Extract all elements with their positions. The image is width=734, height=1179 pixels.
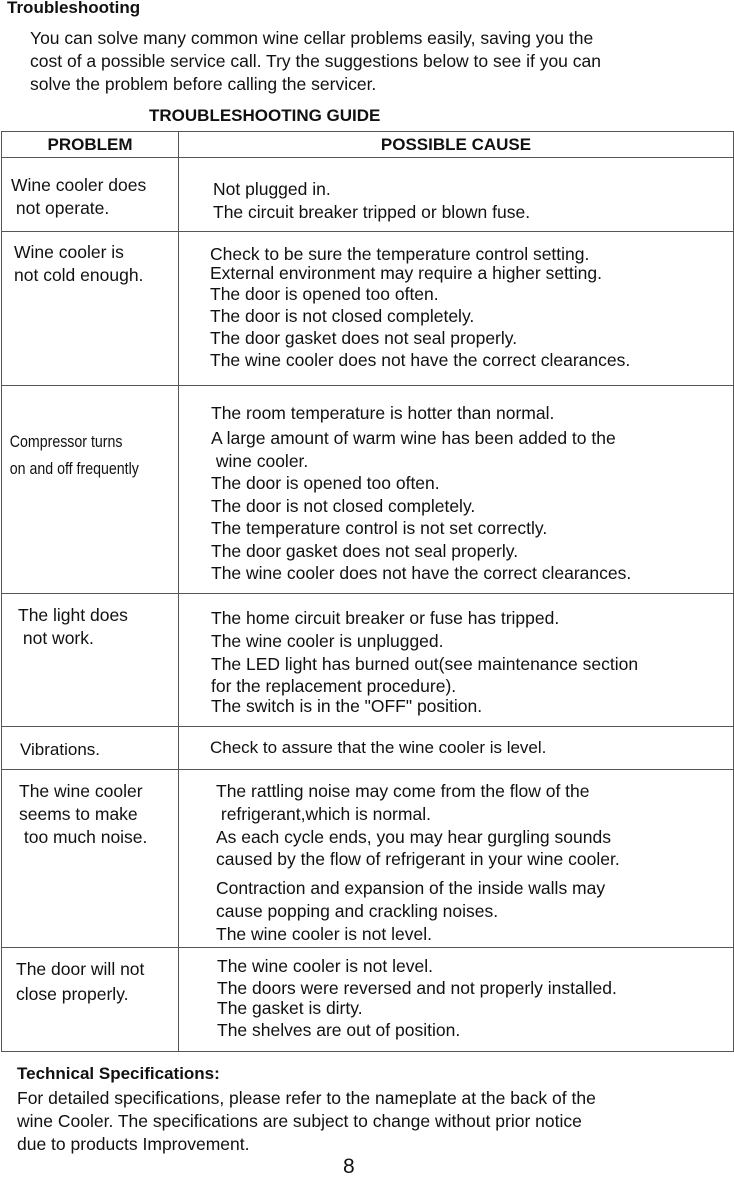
cause-cell — [179, 232, 734, 386]
problem-text: not cold enough. — [14, 265, 144, 285]
problem-text: too much noise. — [19, 827, 148, 847]
intro-line: You can solve many common wine cellar problems easily, saving you the — [30, 28, 594, 48]
problem-cell — [2, 594, 179, 727]
cause-text: A large amount of warm wine has been added to the — [211, 428, 616, 448]
cause-text: The door is not closed completely. — [210, 306, 475, 326]
intro-line: solve the problem before calling the servicer. — [30, 74, 377, 94]
cause-text: The temperature control is not set correctly. — [211, 518, 548, 538]
cause-cell — [179, 594, 734, 727]
cause-text: for the replacement procedure). — [211, 676, 457, 696]
cause-text: The shelves are out of position. — [217, 1020, 461, 1040]
cause-text: refrigerant,which is normal. — [216, 803, 431, 824]
problem-text: Compressor turns — [9, 433, 123, 451]
cause-text: The doors were reversed and not properly installed. — [217, 978, 617, 998]
cause-text: The door gasket does not seal properly. — [211, 540, 519, 561]
guide-title: TROUBLESHOOTING GUIDE — [149, 106, 381, 125]
cause-cell — [179, 158, 734, 232]
problem-text: Wine cooler does — [11, 175, 147, 195]
tech-line: wine Cooler. The specifications are subject to change without prior notice — [17, 1111, 582, 1131]
cause-text: As each cycle ends, you may hear gurgling sounds — [216, 826, 611, 847]
problem-text: not work. — [18, 628, 94, 648]
cause-text: Not plugged in. — [213, 179, 331, 199]
intro-paragraph — [30, 27, 601, 96]
problem-cell — [2, 232, 179, 386]
table-row — [2, 727, 734, 770]
intro-line: cost of a possible service call. Try the suggestions below to see if you can — [30, 51, 601, 71]
table-row — [2, 594, 734, 727]
cause-text: The wine cooler does not have the correct clearances. — [211, 563, 632, 583]
table-header-row — [2, 132, 734, 158]
cause-text: cause popping and crackling noises. — [216, 900, 499, 921]
cause-text: External environment may require a higher setting. — [210, 263, 603, 283]
table-row — [2, 158, 734, 232]
problem-text: Vibrations. — [20, 740, 101, 759]
cause-text: Contraction and expansion of the inside walls may — [216, 878, 606, 899]
cause-cell — [179, 727, 734, 770]
table-row — [2, 948, 734, 1052]
problem-cell — [2, 386, 179, 594]
cause-text: The wine cooler is not level. — [217, 956, 433, 976]
problem-text: not operate. — [11, 198, 110, 218]
cause-text: caused by the flow of refrigerant in your wine cooler. — [216, 849, 620, 870]
page-heading: Troubleshooting — [7, 0, 141, 17]
cause-column-header: POSSIBLE CAUSE — [179, 132, 734, 158]
cause-cell — [179, 770, 734, 948]
cause-cell — [179, 948, 734, 1052]
table-row — [2, 770, 734, 948]
problem-text: seems to make — [19, 804, 138, 824]
cause-text: Check to assure that the wine cooler is level. — [210, 738, 547, 757]
cause-text: The door gasket does not seal properly. — [210, 328, 518, 348]
cause-text: The switch is in the "OFF" position. — [211, 696, 483, 716]
problem-text: The light does — [18, 605, 128, 625]
cause-text: The wine cooler is unplugged. — [211, 631, 444, 651]
page-number: 8 — [343, 1155, 355, 1178]
cause-text: The circuit breaker tripped or blown fuse. — [213, 202, 531, 222]
tech-line: For detailed specifications, please refer to the nameplate at the back of the — [17, 1088, 596, 1108]
cause-text: The door is opened too often. — [211, 473, 440, 493]
problem-cell — [2, 770, 179, 948]
problem-column-header: PROBLEM — [2, 132, 179, 158]
cause-text: The LED light has burned out(see maintenance section — [211, 654, 639, 674]
cause-text: Check to be sure the temperature control setting. — [210, 244, 590, 264]
problem-text: The door will not — [16, 959, 145, 979]
problem-text: The wine cooler — [19, 781, 143, 801]
table-row — [2, 386, 734, 594]
tech-specs-text — [17, 1087, 596, 1156]
troubleshooting-table — [1, 131, 734, 1052]
cause-text: The home circuit breaker or fuse has tripped. — [211, 608, 560, 628]
table-row — [2, 232, 734, 386]
problem-cell — [2, 727, 179, 770]
cause-text: The wine cooler does not have the correct clearances. — [210, 350, 631, 370]
cause-text: The door is opened too often. — [210, 284, 439, 304]
cause-cell — [179, 386, 734, 594]
problem-text: close properly. — [16, 984, 129, 1004]
tech-specs-heading: Technical Specifications: — [17, 1064, 220, 1083]
cause-text: wine cooler. — [211, 450, 309, 471]
problem-cell — [2, 948, 179, 1052]
cause-text: The room temperature is hotter than normal. — [211, 403, 555, 423]
problem-text: on and off frequently — [9, 460, 139, 478]
cause-text: The wine cooler is not level. — [216, 923, 432, 944]
cause-text: The rattling noise may come from the flow of the — [216, 781, 590, 801]
cause-text: The door is not closed completely. — [211, 495, 476, 516]
cause-text: The gasket is dirty. — [217, 998, 363, 1018]
problem-cell — [2, 158, 179, 232]
problem-text: Wine cooler is — [14, 242, 124, 262]
tech-line: due to products Improvement. — [17, 1134, 250, 1154]
